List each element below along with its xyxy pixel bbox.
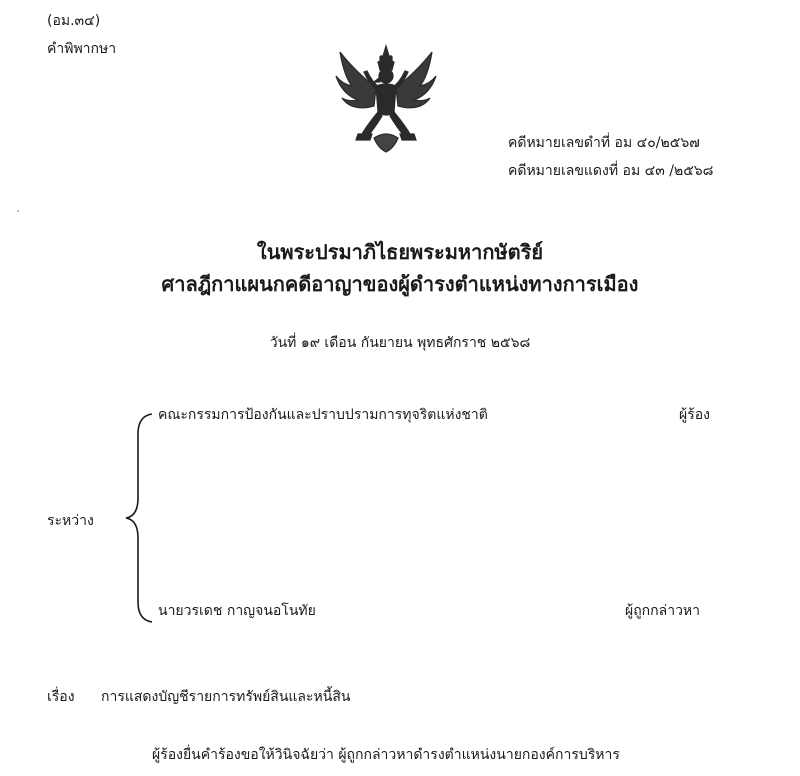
red-case-number: คดีหมายเลขแดงที่ อม ๔๓ /๒๕๖๘ <box>508 163 714 179</box>
royal-title: ในพระปรมาภิไธยพระมหากษัตริย์ <box>256 240 544 264</box>
between-label: ระหว่าง <box>47 513 94 529</box>
court-name: ศาลฎีกาแผนกคดีอาญาของผู้ดำรงตำแหน่งทางการเมือง <box>161 272 639 296</box>
scan-speck <box>17 210 19 212</box>
petitioner-name: คณะกรรมการป้องกันและปราบปรามการทุจริตแห่งชาติ <box>158 407 488 423</box>
subject-label: เรื่อง <box>47 689 75 705</box>
curly-brace-icon <box>124 412 154 624</box>
judgment-date: วันที่ ๑๙ เดือน กันยายน พุทธศักราช ๒๕๖๘ <box>269 335 531 351</box>
subject-value: การแสดงบัญชีรายการทรัพย์สินและหนี้สิน <box>101 689 351 705</box>
garuda-emblem-icon <box>334 42 438 154</box>
document-type: คำพิพากษา <box>47 41 117 57</box>
form-code: (อม.๓๔) <box>47 13 101 29</box>
body-paragraph: ผู้ร้องยื่นคำร้องขอให้วินิจฉัยว่า ผู้ถูกกล่าวหาดำรงตำแหน่งนายกองค์การบริหาร <box>152 747 620 763</box>
petitioner-role: ผู้ร้อง <box>679 407 710 423</box>
respondent-name: นายวรเดช กาญจนอโนทัย <box>158 603 316 619</box>
respondent-role: ผู้ถูกกล่าวหา <box>625 603 701 619</box>
black-case-number: คดีหมายเลขดำที่ อม ๔๐/๒๕๖๗ <box>508 135 700 151</box>
